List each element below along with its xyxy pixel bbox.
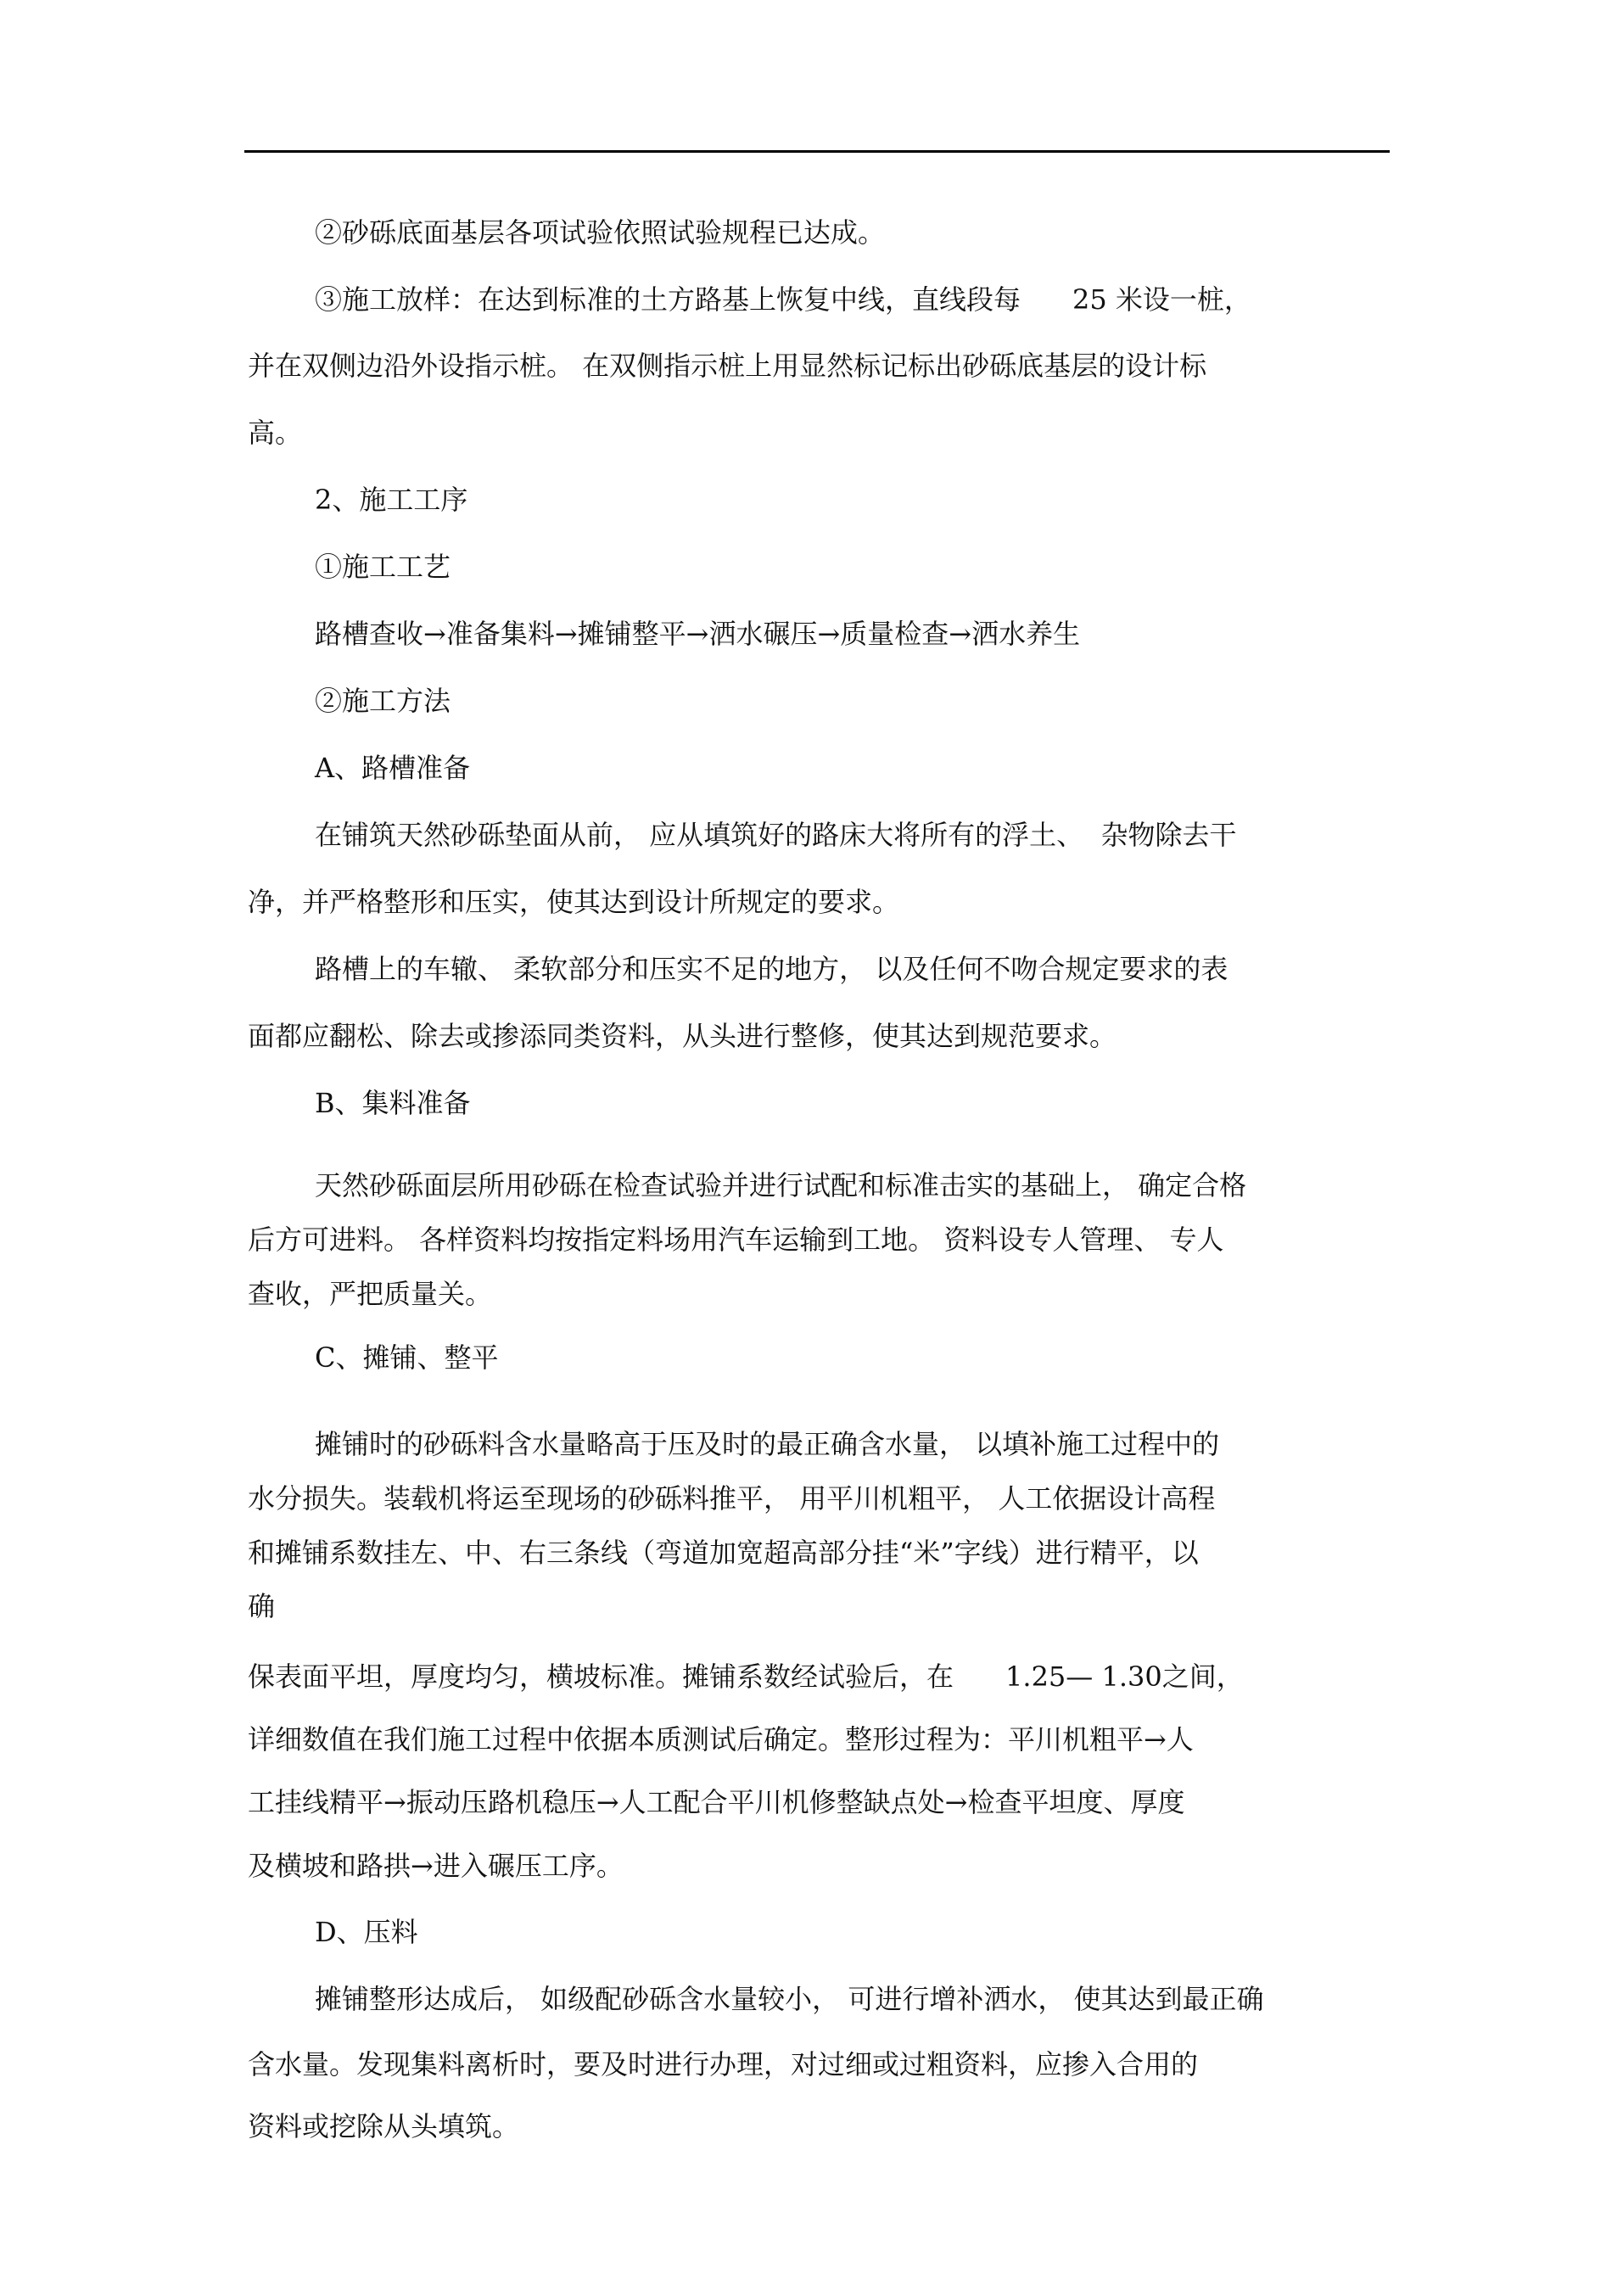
text-line: 查收，严把质量关。 xyxy=(248,1278,493,1310)
item-heading: A、路槽准备 xyxy=(315,752,471,784)
text-line: 工挂线精平→振动压路机稳压→人工配合平川机修整缺点处→检查平坦度、厚度 xyxy=(248,1786,1185,1818)
text-line: 天然砂砾面层所用砂砾在检查试验并进行试配和标准击实的基础上， 确定合格 xyxy=(315,1169,1247,1201)
header-rule xyxy=(244,150,1390,153)
text-line: 保表面平坦，厚度均匀，横坡标准。摊铺系数经试验后，在 1.25— 1.30之间， xyxy=(248,1660,1244,1693)
text-line: 含水量。发现集料离析时，要及时进行办理，对过细或过粗资料，应掺入合用的 xyxy=(248,2048,1199,2080)
text-line: 后方可进料。 各样资料均按指定料场用汽车运输到工地。 资料设专人管理、 专人 xyxy=(248,1224,1224,1256)
item-heading: B、集料准备 xyxy=(315,1087,471,1119)
text-line: 摊铺整形达成后， 如级配砂砾含水量较小， 可进行增补洒水， 使其达到最正确 xyxy=(315,1983,1264,2015)
item-heading: C、摊铺、整平 xyxy=(315,1341,499,1374)
text-line: 及横坡和路拱→进入碾压工序。 xyxy=(248,1850,624,1882)
item-heading: D、压料 xyxy=(315,1916,418,1948)
text-line: 路槽上的车辙、 柔软部分和压实不足的地方， 以及任何不吻合规定要求的表 xyxy=(315,953,1228,985)
text-line: 摊铺时的砂砾料含水量略高于压及时的最正确含水量， 以填补施工过程中的 xyxy=(315,1428,1220,1460)
subsection-heading: ①施工工艺 xyxy=(315,551,451,583)
text-line: 详细数值在我们施工过程中依据本质测试后确定。整形过程为：平川机粗平→人 xyxy=(248,1723,1194,1756)
process-flow-line: 路槽查收→准备集料→摊铺整平→洒水碾压→质量检查→洒水养生 xyxy=(315,618,1081,650)
section-heading: 2、施工工序 xyxy=(315,484,468,516)
text-line: 资料或挖除从头填筑。 xyxy=(248,2110,520,2142)
text-line: 净，并严格整形和压实，使其达到设计所规定的要求。 xyxy=(248,886,900,918)
text-line: 在铺筑天然砂砾垫面从前， 应从填筑好的路床大将所有的浮土、 杂物除去干 xyxy=(315,819,1237,851)
text-line: 确 xyxy=(248,1590,276,1622)
text-line: ③施工放样：在达到标准的土方路基上恢复中线，直线段每 25 米设一桩， xyxy=(315,283,1251,316)
text-line: 并在双侧边沿外设指示桩。 在双侧指示桩上用显然标记标出砂砾底基层的设计标 xyxy=(248,350,1207,382)
text-line: ②砂砾底面基层各项试验依照试验规程已达成。 xyxy=(315,216,886,249)
subsection-heading: ②施工方法 xyxy=(315,685,451,717)
text-line: 水分损失。装载机将运至现场的砂砾料推平， 用平川机粗平， 人工依据设计高程 xyxy=(248,1482,1216,1515)
text-line: 面都应翻松、除去或掺添同类资料，从头进行整修，使其达到规范要求。 xyxy=(248,1020,1117,1052)
text-line: 高。 xyxy=(248,417,303,449)
text-line: 和摊铺系数挂左、中、右三条线（弯道加宽超高部分挂“米”字线）进行精平，以 xyxy=(248,1537,1199,1569)
